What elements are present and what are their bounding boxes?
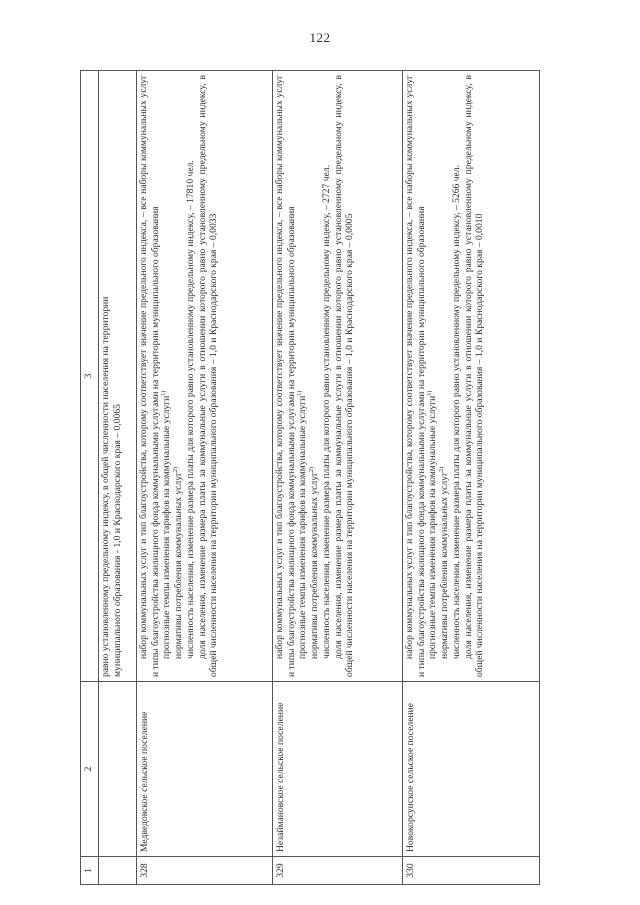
services-set-text: набор коммунальных услуг и тип благоустройства, которому соответствует значение предельного индекса, – все наборы коммунальных услуг и типы благоустройства жилищного фонда коммунальными услугами на территории муниципального образования [274, 75, 297, 677]
municipality-name: Медведовское сельское поселение [137, 681, 272, 856]
row-number: 328 [137, 856, 272, 884]
municipality-name: Незаймановское сельское поселение [273, 681, 402, 856]
column-header-2: 2 [81, 681, 98, 856]
services-set-text: набор коммунальных услуг и тип благоустройства, которому соответствует значение предельного индекса, – все наборы коммунальных услуг и типы благоустройства жилищного фонда коммунальными услугами на территории муниципального образования [404, 75, 427, 677]
indicator-description [403, 71, 539, 681]
tariff-rates-text: прогнозные темпы изменения тарифов на коммунальные услуги$^{1)}$ [297, 390, 309, 659]
tariff-rates-text: прогнозные темпы изменения тарифов на коммунальные услуги$^{1)}$ [161, 390, 173, 659]
row-number: 329 [273, 856, 402, 884]
continuation-text [99, 71, 136, 681]
table-row-continuation [99, 71, 137, 884]
table-row [137, 71, 273, 884]
table-header-row [81, 71, 99, 884]
column-header-3: 3 [84, 373, 94, 379]
continuation-line-1: равно установленному предельному индексу, в общей численности населения на территории [100, 296, 111, 677]
table-row [273, 71, 403, 884]
indicator-description [137, 71, 272, 681]
table-row [403, 71, 539, 884]
population-text: численность населения, изменение размера платы для которого равно установленному предельному индексу, – 5266 чел. [450, 165, 462, 659]
indicator-description [273, 71, 402, 681]
population-text: численность населения, изменение размера платы для которого равно установленному предельному индексу, – 17810 чел. [184, 160, 196, 659]
population-share-text: доля населения, изменение размера платы за коммунальные услуги в отношении которого равно установленному предельному индексу, в общей численности населения на территории муниципального образования – 1,0 и Краснодарского края – 0,0033 [196, 75, 220, 677]
population-share-text: доля населения, изменение размера платы за коммунальные услуги в отношении которого равно установленному предельному индексу, в общей численности населения на территории муниципального образования – 1,0 и Краснодарского края – 0,0010 [462, 75, 486, 677]
row-number: 330 [403, 856, 539, 884]
consumption-norms-text: нормативы потребления коммунальных услуг$^{2)}$ [438, 467, 451, 659]
continuation-line-2: муниципального образования - 1,0 и Краснодарского края – 0,0065 [111, 404, 123, 677]
consumption-norms-text: нормативы потребления коммунальных услуг$^{2)}$ [308, 467, 321, 659]
services-set-text: набор коммунальных услуг и тип благоустройства, которому соответствует значение предельного индекса, – все наборы коммунальных услуг и типы благоустройства жилищного фонда коммунальными услугами на территории муниципального образования [138, 75, 161, 677]
page-number: 122 [309, 30, 331, 45]
population-share-text: доля населения, изменение размера платы за коммунальные услуги в отношении которого равно установленному предельному индексу, в общей численности населения на территории муниципального образования – 1,0 и Краснодарского края – 0,0005 [332, 75, 356, 677]
municipality-name: Новокорсунское сельское поселение [403, 681, 539, 856]
column-header-1: 1 [81, 856, 98, 884]
indices-table [80, 70, 540, 885]
tariff-rates-text: прогнозные темпы изменения тарифов на коммунальные услуги$^{1)}$ [427, 390, 439, 659]
population-text: численность населения, изменение размера платы для которого равно установленному предельному индексу, – 2727 чел. [320, 165, 332, 659]
consumption-norms-text: нормативы потребления коммунальных услуг$^{2)}$ [172, 467, 185, 659]
